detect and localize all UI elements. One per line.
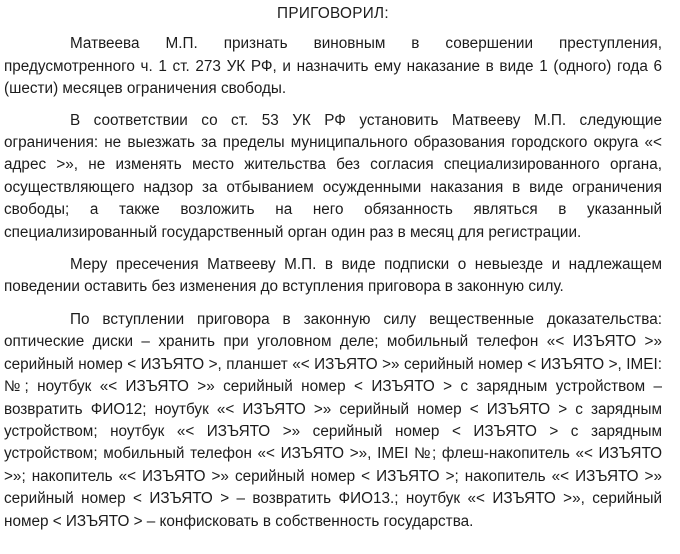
paragraph-evidence: По вступлении приговора в законную силу вещественные доказательства: оптические диски – хранить при уголовном деле; мобильный телефон «< ИЗЪЯТО >» серийный номер < ИЗЪЯТО >, планшет «< ИЗЪЯТО >» серийный номер < ИЗЪЯТО >, IMEI: №; ноутбук «< ИЗЪЯТО >» серийный номер < ИЗЪЯТО > с зарядным устройством – возвратить ФИО12; ноутбук «< ИЗЪЯТО >» серийный номер < ИЗЪЯТО > с зарядным устройством; ноутбук «< ИЗЪЯТО >» серийный номер < ИЗЪЯТО > с зарядным устройством; мобильный телефон «< ИЗЪЯТО >», IMEI №; флеш-накопитель «< ИЗЪЯТО >»; накопитель «< ИЗЪЯТО >» серийный номер < ИЗЪЯТО >; накопитель «< ИЗЪЯТО >» серийный номер < ИЗЪЯТО > – возвратить ФИО13.; ноутбук «< ИЗЪЯТО >», серийный номер < ИЗЪЯТО > – конфисковать в собственность государства.	[4, 310, 662, 530]
paragraph-restrictions: В соответствии со ст. 53 УК РФ установить Матвееву М.П. следующие ограничения: не выезжать за пределы муниципального образования городского округа «< адрес >», не изменять место жительства без согласия специализированного органа, осуществляющего надзор за отбыванием осужденными наказания в виде ограничения свободы; а также возложить на него обязанность являться в указанный специализированный государственный орган один раз в месяц для регистрации.	[4, 111, 662, 241]
document-page	[4, 0, 662, 543]
verdict-heading: ПРИГОВОРИЛ:	[277, 5, 389, 22]
paragraph-preventive-measure: Меру пресечения Матвееву М.П. в виде подписки о невыезде и надлежащем поведении оставить без изменения до вступления приговора в законную силу.	[4, 256, 662, 296]
paragraph-sentence: Матвеева М.П. признать виновным в совершении преступления, предусмотренного ч. 1 ст. 273 УК РФ, и назначить ему наказание в виде 1 (одного) года 6 (шести) месяцев ограничения свободы.	[4, 35, 662, 98]
